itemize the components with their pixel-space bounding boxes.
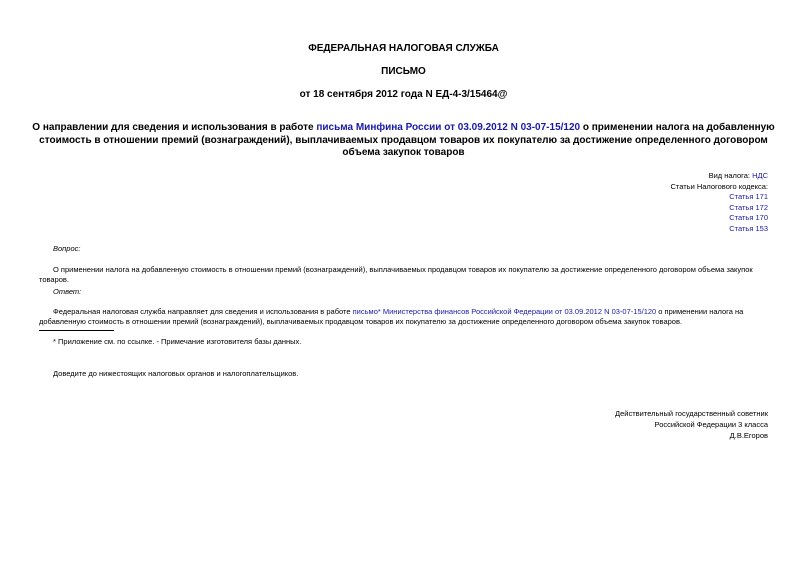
- answer-letter-link[interactable]: письмо* Министерства финансов Российской Федерации от 03.09.2012 N 03-07-15/120: [352, 307, 657, 316]
- footnote-text: * Приложение см. по ссылке. - Примечание изготовителя базы данных.: [53, 337, 302, 346]
- tax-type-line: [670, 171, 768, 182]
- document-subject: [30, 122, 777, 160]
- article-link[interactable]: Статья 153: [729, 223, 768, 233]
- article-link[interactable]: Статья 170: [729, 213, 768, 222]
- signer-rank-line1: Действительный государственный советник: [615, 409, 768, 418]
- answer-text-end: о применении налога на добавленную стоимость в отношении премий (вознаграждений), выплачиваемых продавцом товаров их покупателю за достижение определенного договором объема закупок товаров.: [39, 307, 744, 326]
- tax-type-label: Вид налога:: [708, 171, 753, 180]
- signer-name: Д.В.Егоров: [729, 431, 768, 440]
- question-text: О применении налога на добавленную стоимость в отношении премий (вознаграждений), выплачиваемых продавцом товаров их покупателю за достижение определенного договором объема закупок товаров.: [39, 265, 753, 284]
- answer-text-start: Федеральная налоговая служба направляет для сведения и использования в работе: [53, 307, 353, 316]
- answer-label: Ответ:: [53, 287, 82, 296]
- signer-rank-line2: Российской Федерации 3 класса: [654, 420, 768, 429]
- tax-meta-block: [670, 171, 768, 234]
- signature-block: [615, 408, 768, 441]
- footnote-divider: [39, 330, 114, 331]
- code-articles-label: Статьи Налогового кодекса:: [670, 181, 768, 191]
- closing-instruction: Доведите до нижестоящих налоговых органов и налогоплательщиков.: [53, 369, 299, 378]
- subject-text-start: О направлении для сведения и использования в работе: [32, 122, 317, 133]
- document-type: ПИСЬМО: [381, 66, 426, 77]
- tax-type-link[interactable]: НДС: [752, 171, 768, 180]
- subject-text-end: о применении налога на добавленную стоимость в отношении премий (вознаграждений), выплачиваемых продавцом товаров их покупателю за достижение определенного договором объема закупок товаров: [39, 122, 775, 158]
- subject-letter-link[interactable]: письма Минфина России от 03.09.2012 N 03-07-15/120: [316, 122, 581, 133]
- article-link[interactable]: Статья 172: [729, 202, 768, 212]
- document-date-number: от 18 сентября 2012 года N ЕД-4-3/15464@: [299, 89, 508, 100]
- answer-text: [39, 307, 768, 327]
- question-label: Вопрос:: [53, 244, 81, 253]
- article-link[interactable]: Статья 171: [729, 192, 768, 201]
- agency-title: ФЕДЕРАЛЬНАЯ НАЛОГОВАЯ СЛУЖБА: [308, 43, 499, 54]
